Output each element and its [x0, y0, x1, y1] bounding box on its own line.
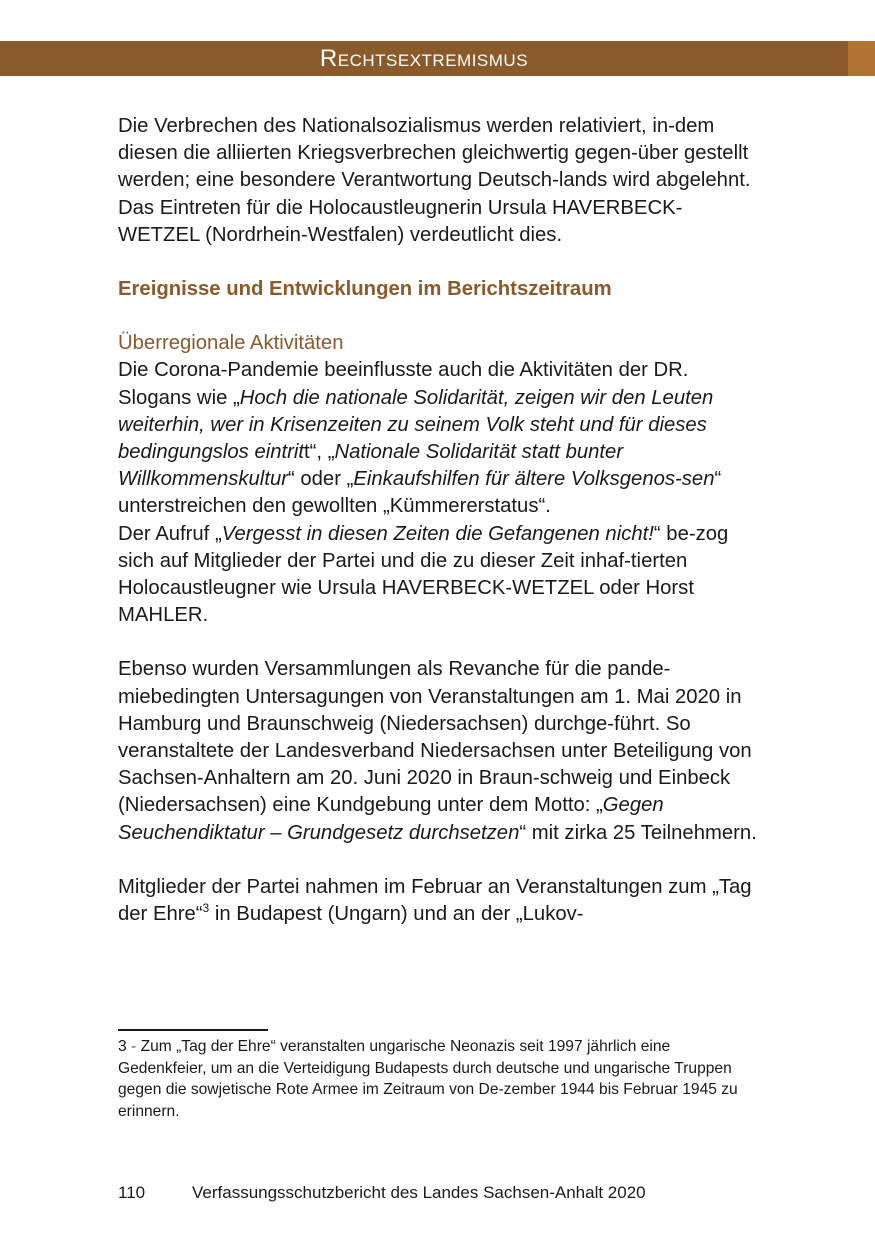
- text-run: Der Aufruf „: [118, 522, 222, 545]
- paragraph-tag-der-ehre: [118, 874, 758, 928]
- text-run: Mitglieder der Partei nahmen im Februar an Veranstaltungen zum „Tag der Ehre“: [118, 875, 752, 926]
- paragraph-aufruf: [118, 521, 758, 630]
- body-text: [118, 113, 758, 928]
- paragraph-intro: Die Verbrechen des Nationalsozialismus werden relativiert, in-dem diesen die alliierten Kriegsverbrechen gleichwertig gegen-über gestellt werden; eine besondere Verantwortung Deutsch-lands wird abgelehnt. Das Eintreten für die Holocaustleugnerin Ursula HAVERBECK-WETZEL (Nordrhein-Westfalen) verdeutlicht dies.: [118, 115, 751, 246]
- quote-slogan-2: Nationale Solidarität statt bunter Willkommenskultur: [118, 441, 624, 491]
- subheading: Überregionale Aktivitäten: [118, 332, 344, 355]
- footnote-divider: [118, 1029, 268, 1031]
- quote-motto: Gegen Seuchendiktatur – Grundgesetz durchsetzen: [118, 794, 664, 844]
- text-run: t“, „: [304, 441, 335, 464]
- chapter-title: Rechtsextremismus: [319, 44, 529, 72]
- text-run: Ebenso wurden Versammlungen als Revanche für die pande-miebedingten Untersagungen von Veranstaltungen am 1. Mai 2020 in Hamburg und Braunschweig (Niedersachsen) durchge-führt. So veranstaltete der Landesverband Niedersachsen unter Beteiligung von Sachsen-Anhaltern am 20. Juni 2020 in Braun-schweig und Einbeck (Niedersachsen) eine Kundgebung unter dem Motto: „: [118, 658, 752, 817]
- text-run: “ unterstreichen den gewollten „Kümmererstatus“.: [118, 468, 722, 518]
- text-run: “ oder „: [287, 468, 354, 491]
- paragraph-corona: [118, 357, 758, 520]
- text-run: Die Corona-Pandemie beeinflusste auch die Aktivitäten der DR. Slogans wie „: [118, 359, 689, 409]
- text-run: “ mit zirka 25 Teilnehmern.: [519, 821, 757, 844]
- paragraph-versammlungen: [118, 656, 758, 846]
- publication-title: Verfassungsschutzbericht des Landes Sachsen-Anhalt 2020: [192, 1183, 646, 1202]
- footnote-dash: -: [131, 1038, 137, 1055]
- text-run: in Budapest (Ungarn) und an der „Lukov-: [209, 903, 584, 926]
- quote-aufruf: Vergesst in diesen Zeiten die Gefangenen nicht!: [221, 522, 654, 545]
- page-footer: [118, 1181, 758, 1205]
- text-run: “ be-zog sich auf Mitglieder der Partei und die zu dieser Zeit inhaf-tierten Holocaustleugner wie Ursula HAVERBECK-WETZEL oder Horst MAHLER.: [118, 522, 729, 627]
- footnote-reference[interactable]: 3: [202, 901, 210, 916]
- footnote: [118, 1036, 758, 1123]
- header-tab-accent: [848, 41, 875, 76]
- page-number: 110: [118, 1183, 146, 1202]
- footnote-number: 3: [118, 1038, 127, 1055]
- footnote-text: Zum „Tag der Ehre“ veranstalten ungarische Neonazis seit 1997 jährlich eine Gedenkfeier, um an die Verteidigung Budapests durch deutsche und ungarische Truppen gegen die sowjetische Rote Armee im Zeitraum von De-zember 1944 bis Februar 1945 zu erinnern.: [118, 1038, 738, 1121]
- quote-slogan-1: Hoch die nationale Solidarität, zeigen wir den Leuten weiterhin, wer in Krisenzeiten zu seinem Volk steht und für dieses bedingungslos eintrit: [118, 386, 714, 464]
- quote-slogan-3: Einkaufshilfen für ältere Volksgenos-sen: [353, 468, 715, 491]
- section-heading: Ereignisse und Entwicklungen im Berichtszeitraum: [118, 278, 612, 301]
